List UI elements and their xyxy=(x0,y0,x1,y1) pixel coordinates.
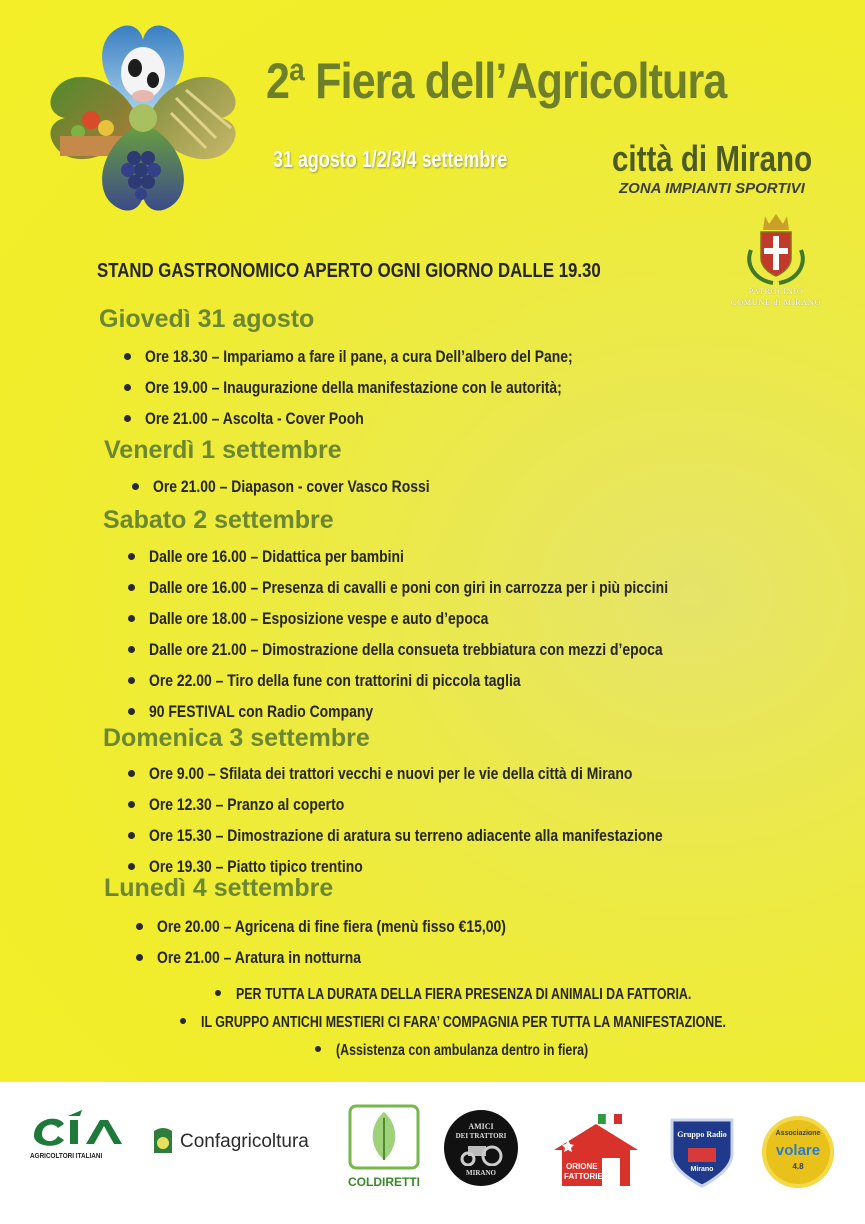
cia-logo xyxy=(30,1110,130,1160)
list-item: Ore 21.00 – Diapason - cover Vasco Rossi xyxy=(128,471,490,502)
bullet-icon xyxy=(215,990,221,996)
volare-line3: 4.8 xyxy=(792,1162,804,1171)
note-item: IL GRUPPO ANTICHI MESTIERI CI FARA’ COMPAGNIA PER TUTTA LA MANIFESTAZIONE. xyxy=(180,1010,857,1036)
bullet-icon xyxy=(136,954,143,961)
amici-line2: DEI TRATTORI xyxy=(455,1132,507,1140)
day-heading-giovedi: Giovedì 31 agosto xyxy=(99,305,315,333)
coldiretti-icon xyxy=(348,1104,420,1170)
bullet-icon xyxy=(128,584,135,591)
coat-of-arms-icon xyxy=(743,210,809,286)
bullet-icon xyxy=(124,384,131,391)
volare-line1: Associazione xyxy=(775,1130,821,1137)
radio-mirano-logo xyxy=(666,1114,738,1188)
schedule-list-lunedi xyxy=(132,911,583,973)
bullet-icon xyxy=(128,770,135,777)
bullet-icon xyxy=(128,646,135,653)
schedule-list-venerdi xyxy=(128,471,490,502)
orione-line2: FATTORIE xyxy=(564,1172,603,1181)
note-item: PER TUTTA LA DURATA DELLA FIERA PRESENZA DI ANIMALI DA FATTORIA. xyxy=(215,982,805,1008)
volare-line2: volare xyxy=(775,1142,821,1159)
patronage-label: PATROCINIO xyxy=(748,286,804,296)
bullet-icon xyxy=(124,353,131,360)
tractor-icon xyxy=(458,1142,504,1166)
schedule-list-giovedi xyxy=(120,341,667,434)
note-item: (Assistenza con ambulanza dentro in fiera) xyxy=(315,1038,651,1064)
event-city: città di Mirano xyxy=(612,138,813,179)
bullet-icon xyxy=(128,677,135,684)
bullet-icon xyxy=(128,553,135,560)
stand-gastronomico-notice: STAND GASTRONOMICO APERTO OGNI GIORNO DALLE 19.30 xyxy=(97,260,601,282)
list-item: Ore 15.30 – Dimostrazione di aratura su terreno adiacente alla manifestazione xyxy=(124,820,775,851)
coldiretti-label: COLDIRETTI xyxy=(348,1175,420,1189)
bullet-icon xyxy=(128,801,135,808)
event-title: 2ª Fiera dell’Agricoltura xyxy=(266,53,727,109)
confagricoltura-label: Confagricoltura xyxy=(180,1131,309,1152)
orione-line1: ORIONE xyxy=(566,1162,598,1171)
patronage-comune: COMUNE di MIRANO xyxy=(730,297,822,307)
event-dates: 31 agosto 1/2/3/4 settembre xyxy=(273,146,508,172)
bullet-icon xyxy=(128,615,135,622)
bullet-icon xyxy=(128,863,135,870)
orione-fattorie-logo xyxy=(550,1112,642,1188)
amici-trattori-logo xyxy=(444,1110,518,1186)
sponsor-logos xyxy=(0,1082,865,1224)
schedule-list-sabato xyxy=(124,541,782,727)
mirano-crest xyxy=(726,210,826,320)
confagricoltura-logo xyxy=(150,1127,330,1167)
list-item: Ore 9.00 – Sfilata dei trattori vecchi e nuovi per le vie della città di Mirano xyxy=(124,758,775,789)
volare-logo xyxy=(762,1116,834,1188)
day-heading-lunedi: Lunedì 4 settembre xyxy=(104,874,334,902)
list-item: Ore 21.00 – Ascolta - Cover Pooh xyxy=(120,403,667,434)
coldiretti-logo xyxy=(348,1104,420,1194)
shield-icon xyxy=(666,1114,738,1188)
list-item: Dalle ore 21.00 – Dimostrazione della consueta trebbiatura con mezzi d’epoca xyxy=(124,634,782,665)
day-heading-sabato: Sabato 2 settembre xyxy=(103,506,334,534)
list-item: Ore 12.30 – Pranzo al coperto xyxy=(124,789,775,820)
list-item: Dalle ore 18.00 – Esposizione vespe e auto d’epoca xyxy=(124,603,782,634)
bullet-icon xyxy=(315,1046,321,1052)
cia-subtitle: AGRICOLTORI ITALIANI xyxy=(30,1151,103,1160)
day-heading-domenica: Domenica 3 settembre xyxy=(103,724,370,752)
schedule-list-domenica xyxy=(124,758,775,882)
list-item: Ore 21.00 – Aratura in notturna xyxy=(132,942,583,973)
bullet-icon xyxy=(132,483,139,490)
list-item: Ore 19.30 – Piatto tipico trentino xyxy=(124,851,775,882)
bullet-icon xyxy=(124,415,131,422)
list-item: Ore 22.00 – Tiro della fune con trattorini di piccola taglia xyxy=(124,665,782,696)
radio-line1: Gruppo Radio xyxy=(677,1130,727,1139)
list-item: Dalle ore 16.00 – Didattica per bambini xyxy=(124,541,782,572)
confagricoltura-icon xyxy=(150,1127,176,1157)
day-heading-venerdi: Venerdì 1 settembre xyxy=(104,436,342,464)
bullet-icon xyxy=(128,832,135,839)
amici-line1: AMICI xyxy=(468,1122,494,1131)
list-item: Dalle ore 16.00 – Presenza di cavalli e poni con giri in carrozza per i più piccini xyxy=(124,572,782,603)
list-item: Ore 18.30 – Impariamo a fare il pane, a cura Dell’albero del Pane; xyxy=(120,341,667,372)
bullet-icon xyxy=(136,923,143,930)
clover-logo xyxy=(36,18,251,223)
list-item: Ore 19.00 – Inaugurazione della manifestazione con le autorità; xyxy=(120,372,667,403)
list-item: 90 FESTIVAL con Radio Company xyxy=(124,696,782,727)
radio-line2: Mirano xyxy=(690,1166,714,1173)
cia-logo-icon xyxy=(30,1110,126,1146)
bullet-icon xyxy=(180,1018,186,1024)
amici-line3: MIRANO xyxy=(466,1169,496,1177)
bullet-icon xyxy=(128,708,135,715)
list-item: Ore 20.00 – Agricena di fine fiera (menù fisso €15,00) xyxy=(132,911,583,942)
event-zone: ZONA IMPIANTI SPORTIVI xyxy=(619,180,805,197)
